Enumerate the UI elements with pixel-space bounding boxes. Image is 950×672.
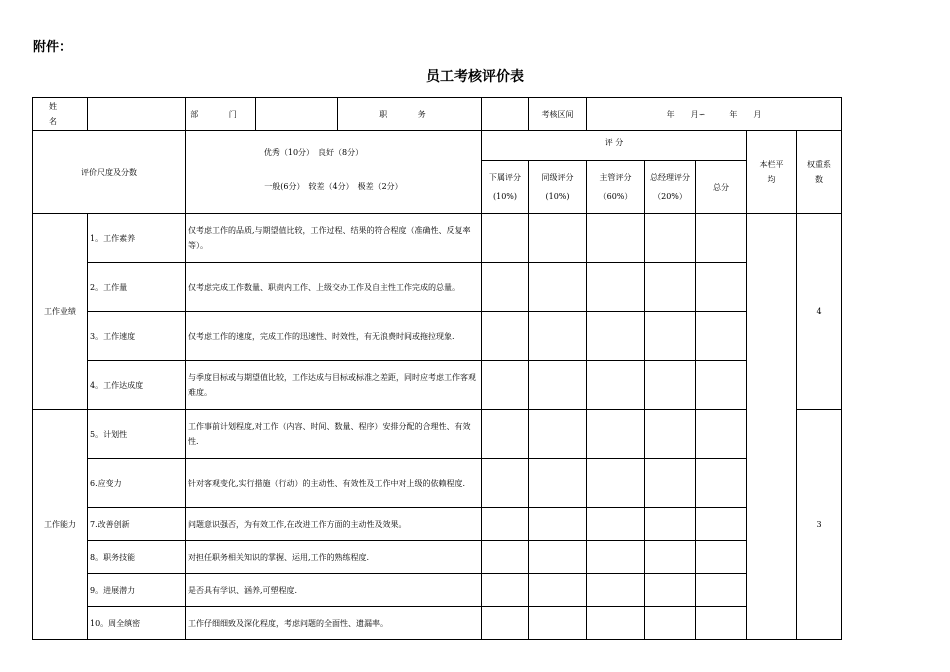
score-cell[interactable] (587, 410, 645, 459)
table-row (33, 214, 842, 263)
score-cell[interactable] (645, 410, 696, 459)
table-row (33, 541, 842, 574)
score-cell[interactable] (645, 508, 696, 541)
score-cell[interactable] (696, 607, 747, 640)
score-cell[interactable] (645, 361, 696, 410)
score-cell[interactable] (587, 508, 645, 541)
item-name: 4。工作达成度 (88, 361, 186, 410)
item-description: 仅考虑完成工作数量、职责内工作、上级交办工作及自主性工作完成的总量。 (186, 263, 482, 312)
item-description: 针对客观变化,实行措施（行动）的主动性、有效性及工作中对上级的依赖程度. (186, 459, 482, 508)
group-name: 工作能力 (33, 410, 88, 640)
score-cell[interactable] (587, 312, 645, 361)
table-row (33, 361, 842, 410)
score-cell[interactable] (482, 312, 529, 361)
name-label: 姓 名 (33, 98, 88, 131)
item-description: 是否具有学识、涵养,可塑程度. (186, 574, 482, 607)
score-cell[interactable] (529, 410, 587, 459)
item-description: 仅考虑工作的品质,与期望值比较，工作过程、结果的符合程度（准确性、反复率等）。 (186, 214, 482, 263)
score-label: 评 分 (482, 131, 747, 161)
avg-cell[interactable] (747, 214, 797, 640)
score-cell[interactable] (587, 263, 645, 312)
score-cell[interactable] (482, 263, 529, 312)
scale-line-1: 优秀（10分） 良好（8分） (263, 147, 364, 157)
score-cell[interactable] (529, 361, 587, 410)
score-cell[interactable] (529, 459, 587, 508)
score-cell[interactable] (529, 312, 587, 361)
score-cell[interactable] (529, 508, 587, 541)
score-cell[interactable] (696, 459, 747, 508)
score-cell[interactable] (482, 508, 529, 541)
score-cell[interactable] (529, 263, 587, 312)
scale-line-2: 一般(6分） 较差（4分） 极差（2分） (264, 181, 403, 191)
form-title: 员工考核评价表 (426, 69, 524, 85)
dept-field[interactable] (256, 98, 338, 131)
score-cell[interactable] (645, 312, 696, 361)
period-label: 考核区间 (529, 98, 587, 131)
position-field[interactable] (482, 98, 529, 131)
item-name: 3。工作速度 (88, 312, 186, 361)
table-row (33, 508, 842, 541)
score-cell[interactable] (529, 574, 587, 607)
period-value[interactable]: 年 月∽ 年 月 (587, 98, 842, 131)
dept-label: 部 门 (186, 98, 256, 131)
table-row (33, 459, 842, 508)
weight-label: 权重系数 (797, 131, 842, 214)
item-name: 6.应变力 (88, 459, 186, 508)
score-cell[interactable] (529, 541, 587, 574)
col-peer-score: 同级评分 (10%) (529, 161, 587, 214)
score-cell[interactable] (482, 410, 529, 459)
item-name: 1。工作素养 (88, 214, 186, 263)
score-cell[interactable] (645, 607, 696, 640)
group-name: 工作业绩 (33, 214, 88, 410)
table-row (33, 263, 842, 312)
score-cell[interactable] (529, 214, 587, 263)
score-cell[interactable] (696, 263, 747, 312)
item-name: 10。周全缜密 (88, 607, 186, 640)
table-row (33, 410, 842, 459)
evaluation-table (32, 97, 842, 640)
score-cell[interactable] (587, 361, 645, 410)
item-name: 9。进展潜力 (88, 574, 186, 607)
col-total-score: 总分 (696, 161, 747, 214)
col-subordinate-score: 下属评分 (10%) (482, 161, 529, 214)
item-description: 问题意识强否，为有效工作,在改进工作方面的主动性及效果。 (186, 508, 482, 541)
score-cell[interactable] (529, 607, 587, 640)
col-supervisor-score: 主管评分 （60%） (587, 161, 645, 214)
score-cell[interactable] (482, 459, 529, 508)
item-name: 2。工作量 (88, 263, 186, 312)
score-cell[interactable] (696, 410, 747, 459)
item-name: 8。职务技能 (88, 541, 186, 574)
score-cell[interactable] (645, 574, 696, 607)
score-cell[interactable] (587, 607, 645, 640)
scale-description (186, 131, 482, 214)
table-row (33, 607, 842, 640)
col-gm-score: 总经理评分 （20%） (645, 161, 696, 214)
score-cell[interactable] (482, 574, 529, 607)
item-name: 7.改善创新 (88, 508, 186, 541)
item-description: 工作仔细细致及深化程度，考虑问题的全面性、遗漏率。 (186, 607, 482, 640)
table-row (33, 312, 842, 361)
item-description: 工作事前计划程度,对工作（内容、时间、数量、程序）安排分配的合理性、有效性. (186, 410, 482, 459)
score-cell[interactable] (696, 574, 747, 607)
weight-value: 4 (797, 214, 842, 410)
score-cell[interactable] (645, 263, 696, 312)
avg-label: 本栏平均 (747, 131, 797, 214)
weight-value: 3 (797, 410, 842, 640)
item-name: 5。计划性 (88, 410, 186, 459)
header-row (33, 98, 842, 131)
score-cell[interactable] (482, 214, 529, 263)
score-cell[interactable] (587, 459, 645, 508)
name-field[interactable] (88, 98, 186, 131)
item-description: 对担任职务相关知识的掌握、运用,工作的熟练程度. (186, 541, 482, 574)
score-cell[interactable] (696, 312, 747, 361)
score-cell[interactable] (645, 541, 696, 574)
score-cell[interactable] (696, 361, 747, 410)
score-cell[interactable] (696, 508, 747, 541)
score-cell[interactable] (587, 541, 645, 574)
score-cell[interactable] (482, 607, 529, 640)
position-label: 职 务 (338, 98, 482, 131)
score-cell[interactable] (482, 361, 529, 410)
score-cell[interactable] (645, 214, 696, 263)
item-description: 仅考虑工作的速度，完成工作的迅速性、时效性，有无浪费时间或拖拉现象. (186, 312, 482, 361)
attachment-label: 附件： (33, 40, 73, 55)
table-row (33, 574, 842, 607)
score-cell[interactable] (587, 574, 645, 607)
score-cell[interactable] (645, 459, 696, 508)
score-cell[interactable] (587, 214, 645, 263)
item-description: 与季度目标或与期望值比较，工作达成与目标或标准之差距，同时应考虑工作客观难度。 (186, 361, 482, 410)
score-cell[interactable] (696, 541, 747, 574)
scale-label: 评价尺度及分数 (33, 131, 186, 214)
score-cell[interactable] (696, 214, 747, 263)
score-cell[interactable] (482, 541, 529, 574)
